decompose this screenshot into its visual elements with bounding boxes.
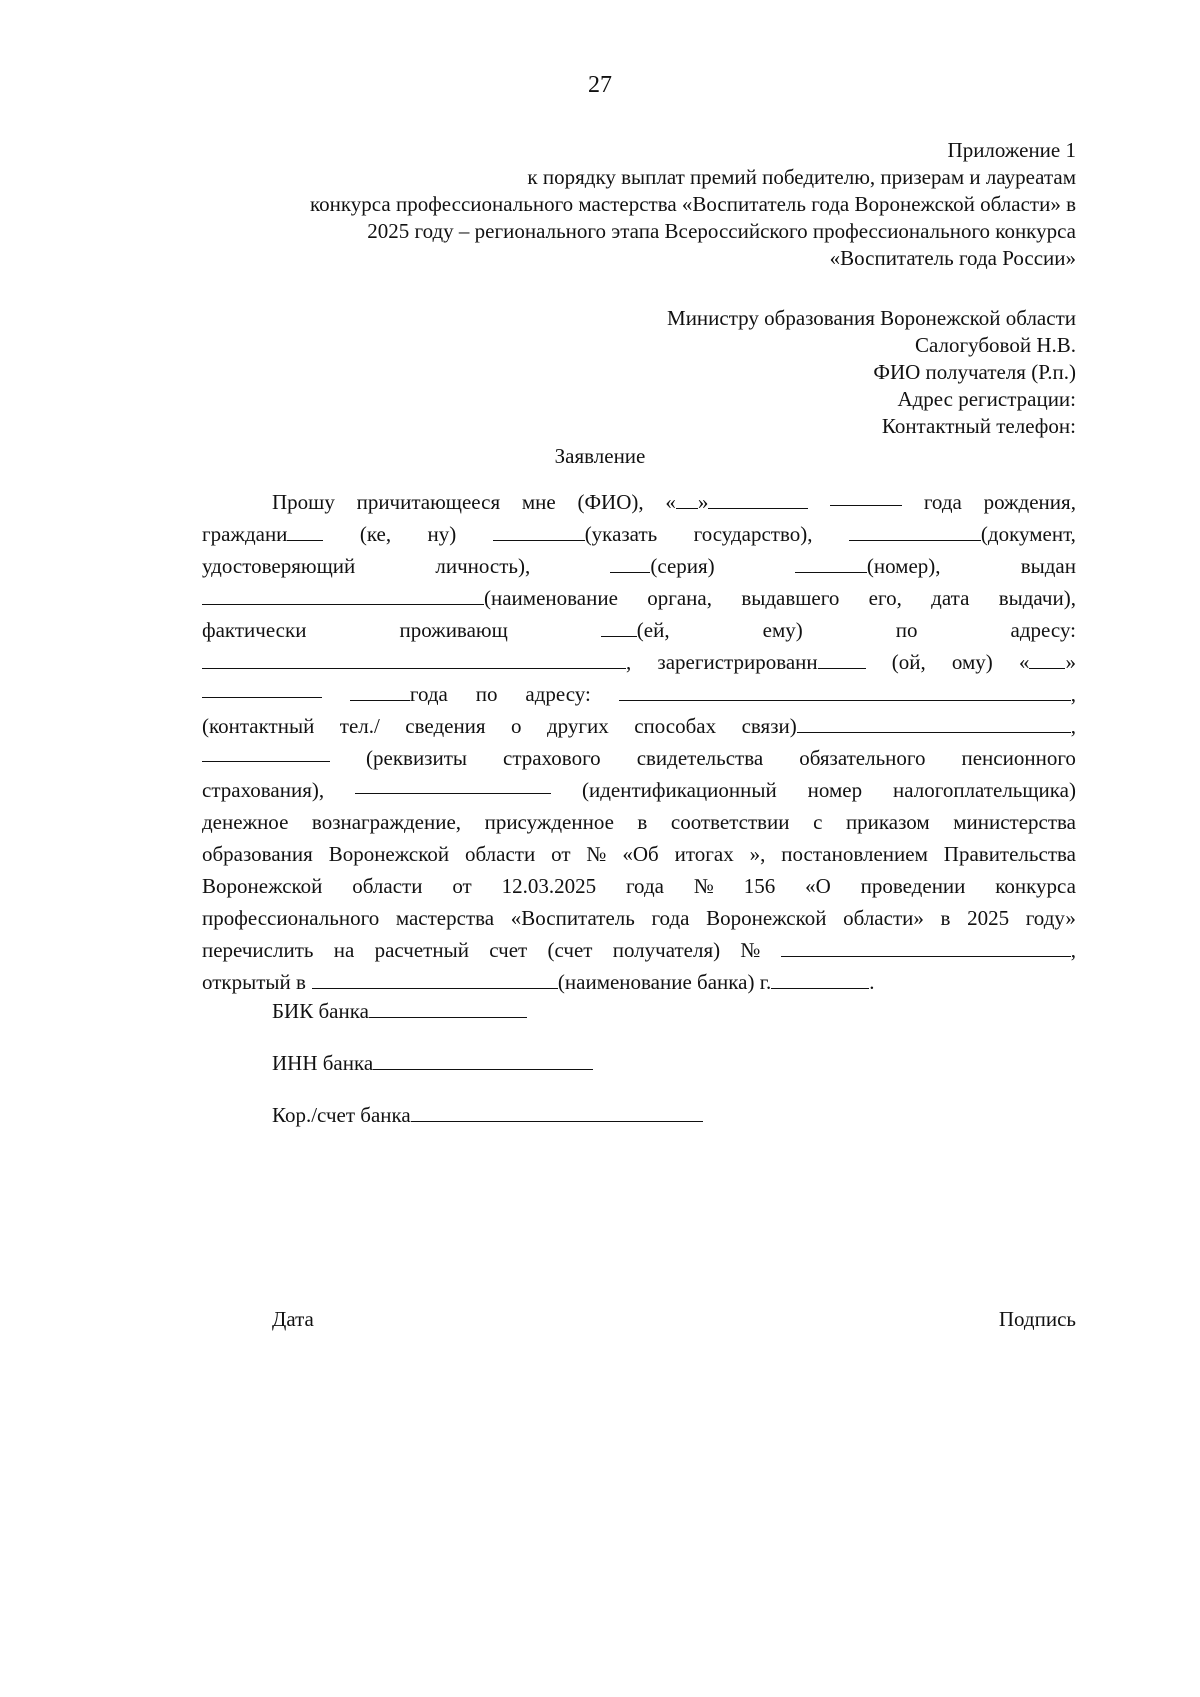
word: по: [475, 682, 498, 706]
document-title: Заявление: [554, 444, 646, 468]
word: по: [895, 618, 918, 642]
registration-date-field[interactable]: « »: [1018, 650, 1076, 674]
word: области»: [843, 906, 924, 930]
body-line-15: [202, 934, 1076, 966]
word: пенсионного: [961, 746, 1076, 770]
registration-month-blank[interactable]: [202, 678, 322, 698]
word: года: [651, 906, 690, 930]
word: выдачи),: [998, 586, 1076, 610]
body-line-7: [202, 678, 1076, 710]
appendix-line: конкурса профессионального мастерства «Воспитатель года Воронежской области» в: [310, 192, 1076, 216]
word: его,: [868, 586, 902, 610]
body-line-10: [202, 774, 1076, 806]
word: от: [551, 842, 571, 866]
word: расчетный: [374, 938, 469, 962]
inn-label: ИНН банка: [272, 1051, 374, 1075]
word: ему): [762, 618, 803, 642]
word: о: [511, 714, 522, 738]
word: адресу:: [525, 682, 591, 706]
korr-account-label: Кор./счет банка: [272, 1103, 411, 1127]
signature-label: Подпись: [998, 1307, 1076, 1331]
word: органа,: [647, 586, 712, 610]
date-label: Дата: [272, 1307, 314, 1331]
word: году»: [1025, 906, 1076, 930]
country-field[interactable]: (указать: [493, 518, 658, 550]
word: соответствии: [670, 810, 790, 834]
birth-date-field[interactable]: « »: [665, 486, 808, 518]
word: министерства: [953, 810, 1076, 834]
word: 2025: [967, 906, 1010, 930]
word: 156: [743, 874, 776, 898]
word: выдавшего: [741, 586, 840, 610]
word: других: [547, 714, 609, 738]
word: свидетельства: [636, 746, 764, 770]
word: номер: [807, 778, 863, 802]
appendix-line: 2025 году – регионального этапа Всероссийского профессионального конкурса: [367, 219, 1076, 243]
word: перечислить: [202, 938, 314, 962]
word: удостоверяющий: [202, 554, 356, 578]
word: вознаграждение,: [311, 810, 462, 834]
word: Воронежской: [706, 906, 827, 930]
page-number: 27: [588, 72, 612, 98]
word: Правительства: [943, 842, 1076, 866]
word: присужденное: [484, 810, 614, 834]
word: выдан: [1020, 554, 1076, 578]
word: №: [586, 842, 607, 866]
word: налогоплательщика): [893, 778, 1076, 802]
word: дата: [931, 586, 970, 610]
word: итогах: [674, 842, 734, 866]
word: страхового: [503, 746, 601, 770]
word: страхования),: [202, 778, 325, 802]
word: приказом: [845, 810, 930, 834]
word: постановлением: [781, 842, 928, 866]
addressee-line: Салогубовой Н.В.: [915, 333, 1076, 357]
word: способах: [634, 714, 717, 738]
word: получателя): [612, 938, 721, 962]
word: №: [693, 874, 714, 898]
word: №: [740, 938, 761, 962]
body-line-8: [202, 710, 1076, 742]
appendix-line: Приложение 1: [947, 138, 1076, 162]
word: в: [637, 810, 648, 834]
body-line-14: [202, 902, 1076, 934]
word: открытый в: [202, 970, 306, 994]
word: в: [940, 906, 951, 930]
word: причитающееся: [356, 490, 501, 514]
word: обязательного: [799, 746, 926, 770]
word: денежное: [202, 810, 289, 834]
word: проживающ: [399, 618, 508, 642]
citizenship-word[interactable]: граждани: [202, 518, 323, 550]
body-line-6: [202, 646, 1076, 678]
body-line-11: [202, 806, 1076, 838]
inn-row: [272, 1050, 593, 1077]
body-line-16: [202, 966, 1076, 998]
word: года: [923, 490, 962, 514]
word: (ФИО),: [577, 490, 644, 514]
word: Воронежской: [328, 842, 450, 866]
word: «Об: [622, 842, 659, 866]
word: (реквизиты: [366, 746, 468, 770]
bank-name-field[interactable]: (наименование банка) г.: [312, 966, 771, 998]
bank-inn-blank[interactable]: [373, 1050, 593, 1070]
korr-account-row: [272, 1102, 703, 1129]
addressee-line: Адрес регистрации:: [897, 387, 1076, 411]
registered-word[interactable]: зарегистрированн: [657, 646, 865, 678]
addressee-block: [376, 305, 1076, 440]
addressee-line: Министру образования Воронежской области: [667, 306, 1076, 330]
body-line-4: [202, 582, 1076, 614]
bik-label: БИК банка: [272, 999, 369, 1023]
word: от: [452, 874, 472, 898]
word: «О: [805, 874, 831, 898]
actual-address-field[interactable]: ,: [202, 646, 631, 678]
body-line-1: [202, 486, 1076, 518]
word: (ке,: [359, 522, 392, 546]
snils-blank[interactable]: [202, 742, 330, 762]
word: Воронежской: [202, 874, 323, 898]
word: ому): [951, 650, 993, 674]
registration-address-field[interactable]: ,: [619, 678, 1076, 710]
bank-city-field[interactable]: .: [771, 966, 874, 998]
id-document-field[interactable]: (документ,: [849, 518, 1076, 550]
inn-blank[interactable]: [355, 774, 551, 794]
birth-year-blank[interactable]: [830, 486, 902, 506]
word: мастерства: [395, 906, 495, 930]
body-line-9: [202, 742, 1076, 774]
word: »,: [749, 842, 766, 866]
body-line-2: [202, 518, 1076, 550]
body-line-13: [202, 870, 1076, 902]
bik-row: [272, 998, 527, 1025]
word: мне: [521, 490, 556, 514]
word: фактически: [202, 618, 307, 642]
gender-ending-field[interactable]: (ей,: [601, 614, 670, 646]
appendix-line: к порядку выплат премий победителю, призерам и лауреатам: [527, 165, 1076, 189]
word: государство),: [693, 522, 813, 546]
series-field[interactable]: (серия): [610, 550, 714, 582]
word: (счет: [547, 938, 593, 962]
issuing-authority-field[interactable]: (наименование: [202, 582, 618, 614]
word: на: [333, 938, 355, 962]
word: тел./: [339, 714, 380, 738]
body-line-5: [202, 614, 1076, 646]
korr-account-blank[interactable]: [411, 1102, 703, 1122]
body-line-3: [202, 550, 1076, 582]
appendix-line: «Воспитатель года России»: [829, 246, 1076, 270]
appendix-header: [176, 137, 1076, 272]
word: счет: [489, 938, 528, 962]
body-line-12: [202, 838, 1076, 870]
word: образования: [202, 842, 313, 866]
addressee-line: Контактный телефон:: [881, 414, 1076, 438]
word: сведения: [405, 714, 486, 738]
account-number-field[interactable]: ,: [781, 934, 1076, 966]
word: области: [352, 874, 423, 898]
bik-blank[interactable]: [369, 998, 527, 1018]
word: ну): [427, 522, 457, 546]
word: адресу:: [1010, 618, 1076, 642]
word: 12.03.2025: [501, 874, 597, 898]
word: с: [813, 810, 823, 834]
word: области: [465, 842, 536, 866]
word: (идентификационный: [581, 778, 777, 802]
word: (ой,: [891, 650, 926, 674]
word: личность),: [435, 554, 531, 578]
word: профессионального: [202, 906, 380, 930]
word: года: [625, 874, 664, 898]
word: рождения,: [983, 490, 1076, 514]
word: проведении: [860, 874, 966, 898]
word: «Воспитатель: [510, 906, 635, 930]
contact-field[interactable]: связи) ,: [741, 714, 1076, 738]
registration-year-field[interactable]: года: [350, 678, 448, 710]
application-body: [202, 486, 1076, 998]
number-field[interactable]: (номер),: [795, 550, 941, 582]
word: (контактный: [202, 714, 315, 738]
word: конкурса: [995, 874, 1076, 898]
word: Прошу: [272, 490, 335, 514]
addressee-line: ФИО получателя (Р.п.): [873, 360, 1076, 384]
